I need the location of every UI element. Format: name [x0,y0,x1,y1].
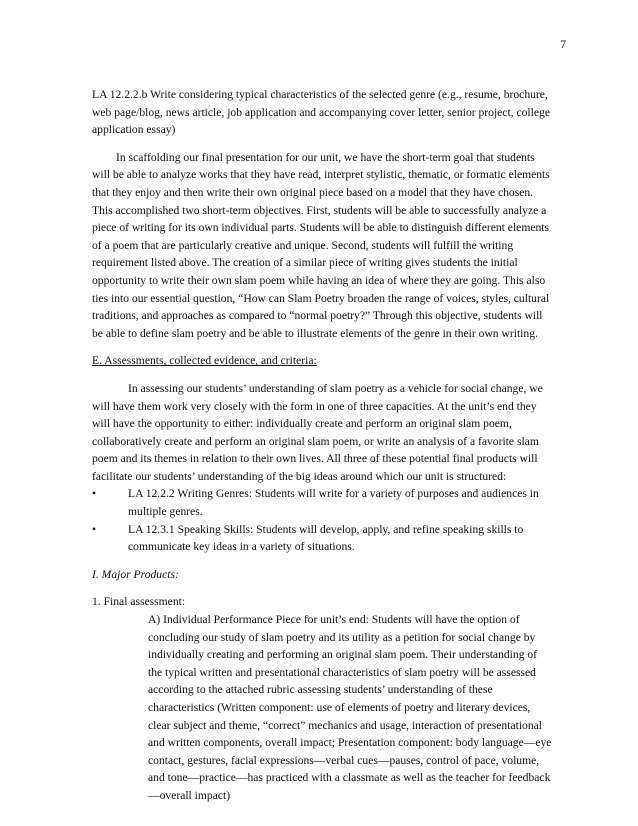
page-number: 7 [560,38,566,51]
spacer [92,139,554,149]
bullet-text: LA 12.2.2 Writing Genres: Students will write for a variety of purposes and audiences in multiple genres. [128,487,539,519]
major-products-heading: I. Major Products: [92,567,179,581]
spacer [92,342,554,352]
final-assessment-label: 1. Final assessment: [92,595,186,609]
document-body [92,86,554,805]
final-assessment-text: A) Individual Performance Piece for unit’s end: Students will have the option of concluding our study of slam poetry and its utility as a petition for social change by individually creating and performing an original slam poem. Their understanding of the typical written and presentational characteristics of slam poetry will be assessed according to the attached rubric assessing students’ understanding of these characteristics (Written component: use of elements of poetry and literary devices, clear subject and theme, “correct” mechanics and usage, interaction of presentational and written components, overall impact; Presentation component: body language—eye contact, gestures, facial expressions—verbal cues—pauses, control of pace, volume, and tone—practice—has practiced with a classmate as well as the teacher for feedback—overall impact) [148,613,552,802]
standard-heading: LA 12.2.2.b Write considering typical characteristics of the selected genre (e.g., resume, brochure, web page/blog, news article, job application and accompanying cover letter, senior project, college application essay) [92,88,550,137]
bullet-marker: • [92,487,97,501]
scaffolding-paragraph: In scaffolding our final presentation for our unit, we have the short-term goal that students will be able to analyze works that they have read, interpret stylistic, thematic, or formatic elements that they enjoy and then write their own original piece based on a model that they have chosen. This accomplished two short-term objectives. First, students will be able to successfully analyze a piece of writing for its own individual parts. Students will be able to distinguish different elements of a poem that are particularly creative and unique. Second, students will fulfill the writing requirement listed above. The creation of a similar piece of writing gives students the initial opportunity to write their own slam poem while having an idea of where they are going. This also ties into our essential question, “How can Slam Poetry broaden the range of voices, styles, cultural traditions, and approaches as compared to “normal poetry?” Through this objective, students will be able to define slam poetry and be able to illustrate elements of the genre in their own writing. [92,150,550,340]
bullet-item [92,521,554,556]
spacer [92,556,554,566]
spacer [92,583,554,593]
bullet-marker: • [92,522,97,536]
bullet-text: LA 12.3.1 Speaking Skills: Students will develop, apply, and refine speaking skills to communicate key ideas in a variety of situations. [128,522,524,554]
assessment-paragraph: In assessing our students’ understanding of slam poetry as a vehicle for social change, we will have them work very closely with the form in one of three capacities. At the unit’s end they will have the opportunity to either: individually create and perform an original slam poem, collaboratively create and perform an original slam poem, or write an analysis of a favorite slam poem and its themes in relation to their own lives. All three of these potential final products will facilitate our students’ understanding of the big ideas around which our unit is structured: [92,381,543,483]
bullet-item [92,485,554,520]
spacer [92,370,554,380]
section-e-heading: E. Assessments, collected evidence, and criteria: [92,354,317,368]
